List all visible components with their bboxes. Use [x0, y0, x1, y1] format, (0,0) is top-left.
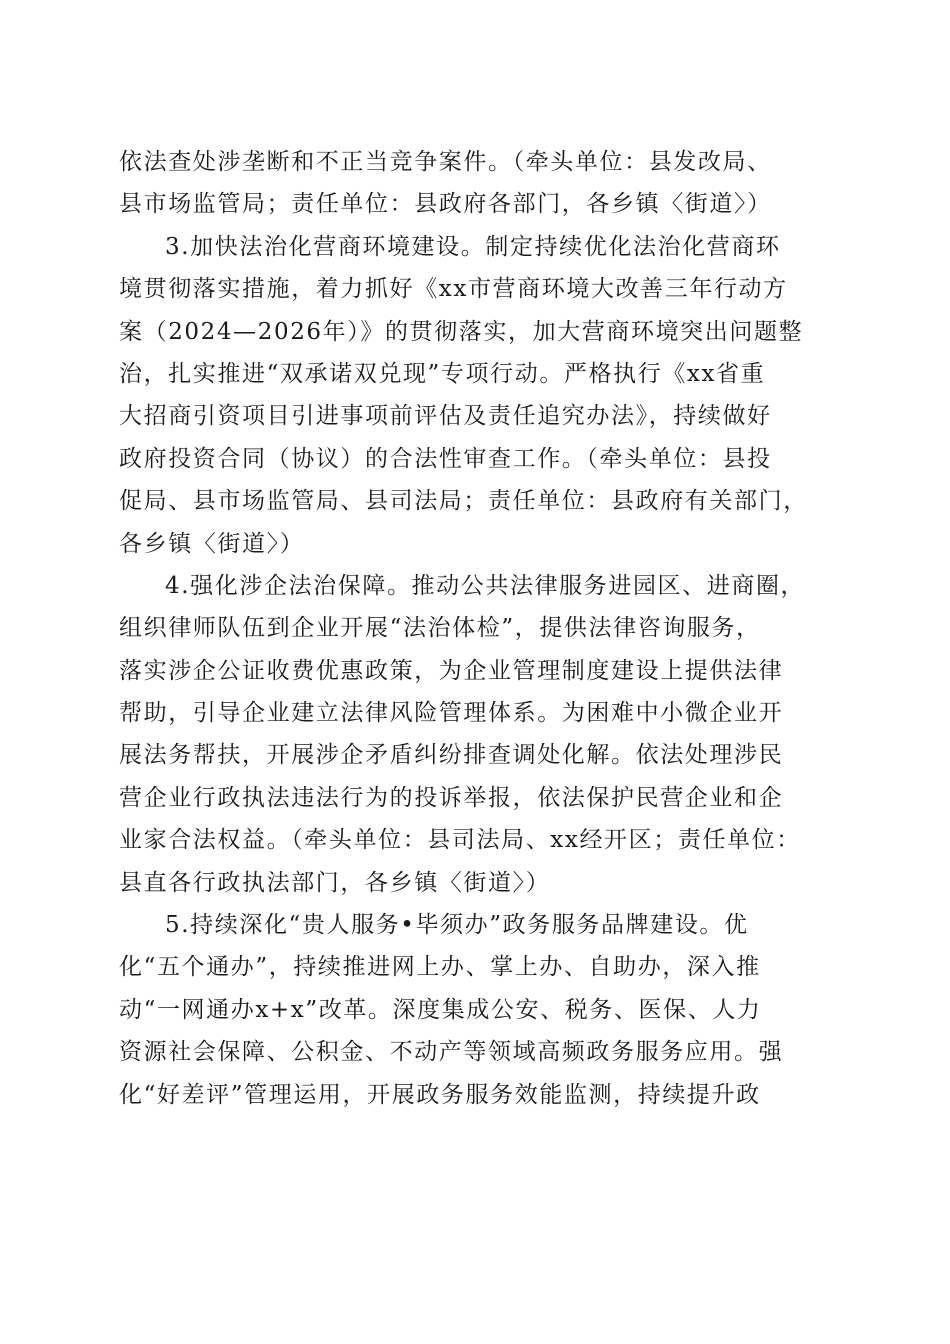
text-line-2: 县市场监管局；责任单位：县政府各部门，各乡镇〈街道〉） [119, 191, 772, 218]
text-line-13: 落实涉企公证收费优惠政策，为企业管理制度建设上提供法律 [119, 657, 784, 684]
text-line-6: 治，扎实推进“双承诺双兑现”专项行动。严格执行《xx省重 [119, 360, 766, 387]
text-line-10: 各乡镇〈街道〉） [119, 530, 305, 557]
text-line-16: 营企业行政执法违法行为的投诉举报，依法保护民营企业和企 [119, 784, 784, 811]
text-line-22: 资源社会保障、公积金、不动产等领域高频政务服务应用。强 [119, 1039, 784, 1066]
text-line-12: 组织律师队伍到企业开展“法治体检”，提供法律咨询服务， [119, 615, 761, 642]
text-line-9: 促局、县市场监管局、县司法局；责任单位：县政府有关部门， [119, 488, 808, 515]
text-line-5: 案（2024—2026年）》的贯彻落实，加大营商环境突出问题整 [119, 318, 804, 345]
text-line-1: 依法查处涉垄断和不正当竞争案件。（牵头单位：县发改局、 [119, 149, 772, 175]
text-line-3: 3.加快法治化营商环境建设。制定持续优化法治化营商环 [165, 233, 781, 260]
text-line-21: 动“一网通办x+x”改革。深度集成公安、税务、医保、人力 [119, 996, 762, 1023]
text-line-18: 县直各行政执法部门，各乡镇〈街道〉） [119, 869, 551, 896]
text-line-17: 业家合法权益。（牵头单位：县司法局、xx经开区；责任单位： [119, 827, 801, 854]
text-line-4: 境贯彻落实措施，着力抓好《xx市营商环境大改善三年行动方 [119, 276, 788, 303]
text-line-20: 化“五个通办”，持续推进网上办、掌上办、自助办，深入推 [119, 954, 761, 981]
text-line-11: 4.强化涉企法治保障。推动公共法律服务进园区、进商圈， [165, 572, 806, 599]
text-line-8: 政府投资合同（协议）的合法性审查工作。（牵头单位：县投 [119, 445, 772, 472]
text-line-23: 化“好差评”管理运用，开展政务服务效能监测，持续提升政 [119, 1081, 761, 1108]
document-body [119, 141, 839, 1116]
text-line-19: 5.持续深化“贵人服务•毕须办”政务服务品牌建设。优 [165, 912, 749, 939]
text-line-7: 大招商引资项目引进事项前评估及责任追究办法》，持续做好 [119, 403, 772, 430]
text-line-14: 帮助，引导企业建立法律风险管理体系。为困难中小微企业开 [119, 700, 784, 727]
text-line-15: 展法务帮扶，开展涉企矛盾纠纷排查调处化解。依法处理涉民 [119, 742, 784, 769]
